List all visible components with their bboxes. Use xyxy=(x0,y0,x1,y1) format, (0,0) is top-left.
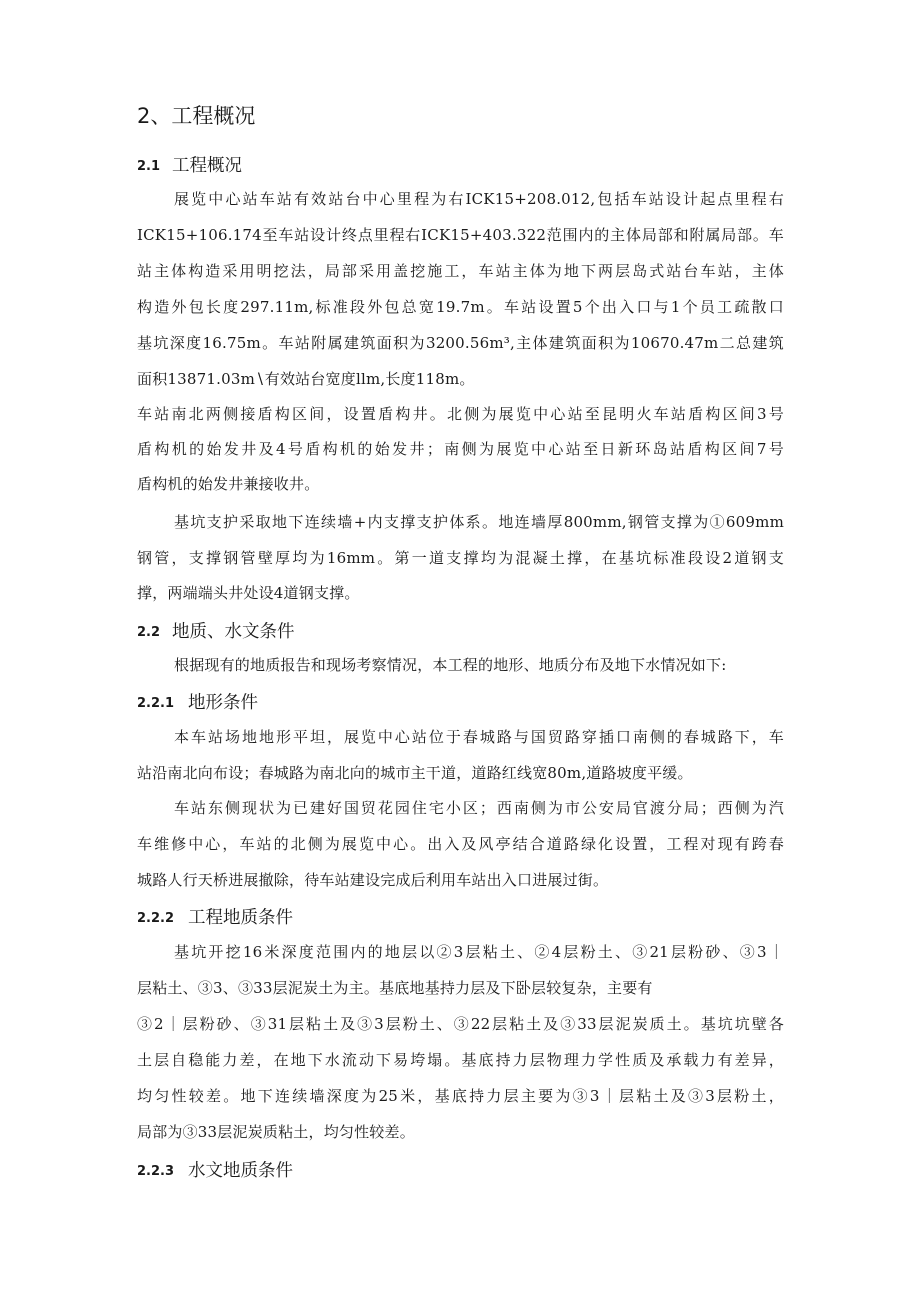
section-title: 地形条件 xyxy=(188,693,259,713)
paragraph-line: 车站南北两侧接盾构区间，设置盾构井。北侧为展览中心站至昆明火车站盾构区间3号 xyxy=(137,405,784,423)
section-number: 2.2.3 xyxy=(137,1164,175,1179)
subsection-heading-2-2-2 xyxy=(137,904,293,929)
paragraph-line: 城路人行天桥进展撤除，待车站建设完成后利用车站出入口进展过街。 xyxy=(137,871,609,889)
section-title: 工程地质条件 xyxy=(188,908,294,928)
paragraph-line: ③2｜层粉砂、③31层粘土及③3层粉土、③22层粘土及③33层泥炭质土。基坑坑壁各 xyxy=(137,1015,784,1033)
section-number: 2.2 xyxy=(137,625,161,640)
section-number: 2.2.1 xyxy=(137,696,175,711)
paragraph-line: 构造外包长度297.11m,标准段外包总宽19.7m。车站设置5个出入口与1个员工疏散口 xyxy=(137,298,784,316)
section-number: 2.1 xyxy=(137,159,161,174)
paragraph-line: 基坑深度16.75m。车站附属建筑面积为3200.56m³,主体建筑面积为10670.47m二总建筑 xyxy=(137,334,784,352)
paragraph-line: 本车站场地地形平坦，展览中心站位于春城路与国贸路穿插口南侧的春城路下，车 xyxy=(174,728,784,746)
paragraph-line: 根据现有的地质报告和现场考察情况，本工程的地形、地质分布及地下水情况如下: xyxy=(174,656,727,674)
paragraph-line: 站主体构造采用明挖法，局部采用盖挖施工，车站主体为地下两层岛式站台车站，主体 xyxy=(137,262,784,280)
paragraph-line: 盾构机的始发井兼接收井。 xyxy=(137,475,320,493)
paragraph-line: 展览中心站车站有效站台中心里程为右ICK15+208.012,包括车站设计起点里程右 xyxy=(174,190,784,208)
paragraph-line: 车维修中心，车站的北侧为展览中心。出入及风亭结合道路绿化设置，工程对现有跨春 xyxy=(137,835,784,853)
paragraph-line: 车站东侧现状为已建好国贸花园住宅小区；西南侧为市公安局官渡分局；西侧为汽 xyxy=(174,799,784,817)
paragraph-line: 撑，两端端头井处设4道钢支撑。 xyxy=(137,584,360,602)
paragraph-line: 站沿南北向布设；春城路为南北向的城市主干道，道路红线宽80m,道路坡度平缓。 xyxy=(137,764,693,782)
section-number: 2.2.2 xyxy=(137,911,175,926)
paragraph-line: 面积13871.03m∖有效站台宽度llm,长度118m。 xyxy=(137,370,475,388)
paragraph-line: 基坑开挖16米深度范围内的地层以②3层粘土、②4层粉土、③21层粉砂、③3｜ xyxy=(174,943,784,961)
subsection-heading-2-2 xyxy=(137,618,295,643)
paragraph-line: ICK15+106.174至车站设计终点里程右ICK15+403.322范围内的主体局部和附属局部。车 xyxy=(137,226,784,244)
section-heading: 2、工程概况 xyxy=(137,104,256,128)
paragraph-line: 层粘土、③3、③33层泥炭土为主。基底地基持力层及下卧层较复杂，主要有 xyxy=(137,979,653,997)
section-title: 工程概况 xyxy=(172,156,243,176)
section-title: 地质、水文条件 xyxy=(172,622,295,642)
section-title: 水文地质条件 xyxy=(188,1161,294,1181)
paragraph-line: 局部为③33层泥炭质粘土，均匀性较差。 xyxy=(137,1123,415,1141)
subsection-heading-2-2-1 xyxy=(137,689,258,714)
paragraph-line: 钢管，支撑钢管壁厚均为16mm。第一道支撑均为混凝土撑，在基坑标准段设2道钢支 xyxy=(137,549,784,567)
subsection-heading-2-1 xyxy=(137,152,242,177)
paragraph-line: 均匀性较差。地下连续墙深度为25米，基底持力层主要为③3｜层粘土及③3层粉土， xyxy=(137,1087,784,1105)
subsection-heading-2-2-3 xyxy=(137,1157,293,1182)
paragraph-line: 基坑支护采取地下连续墙+内支撑支护体系。地连墙厚800mm,钢管支撑为①609mm xyxy=(174,513,784,531)
paragraph-line: 盾构机的始发井及4号盾构机的始发井；南侧为展览中心站至日新环岛站盾构区间7号 xyxy=(137,440,784,458)
paragraph-line: 土层自稳能力差，在地下水流动下易垮塌。基底持力层物理力学性质及承载力有差异， xyxy=(137,1051,784,1069)
